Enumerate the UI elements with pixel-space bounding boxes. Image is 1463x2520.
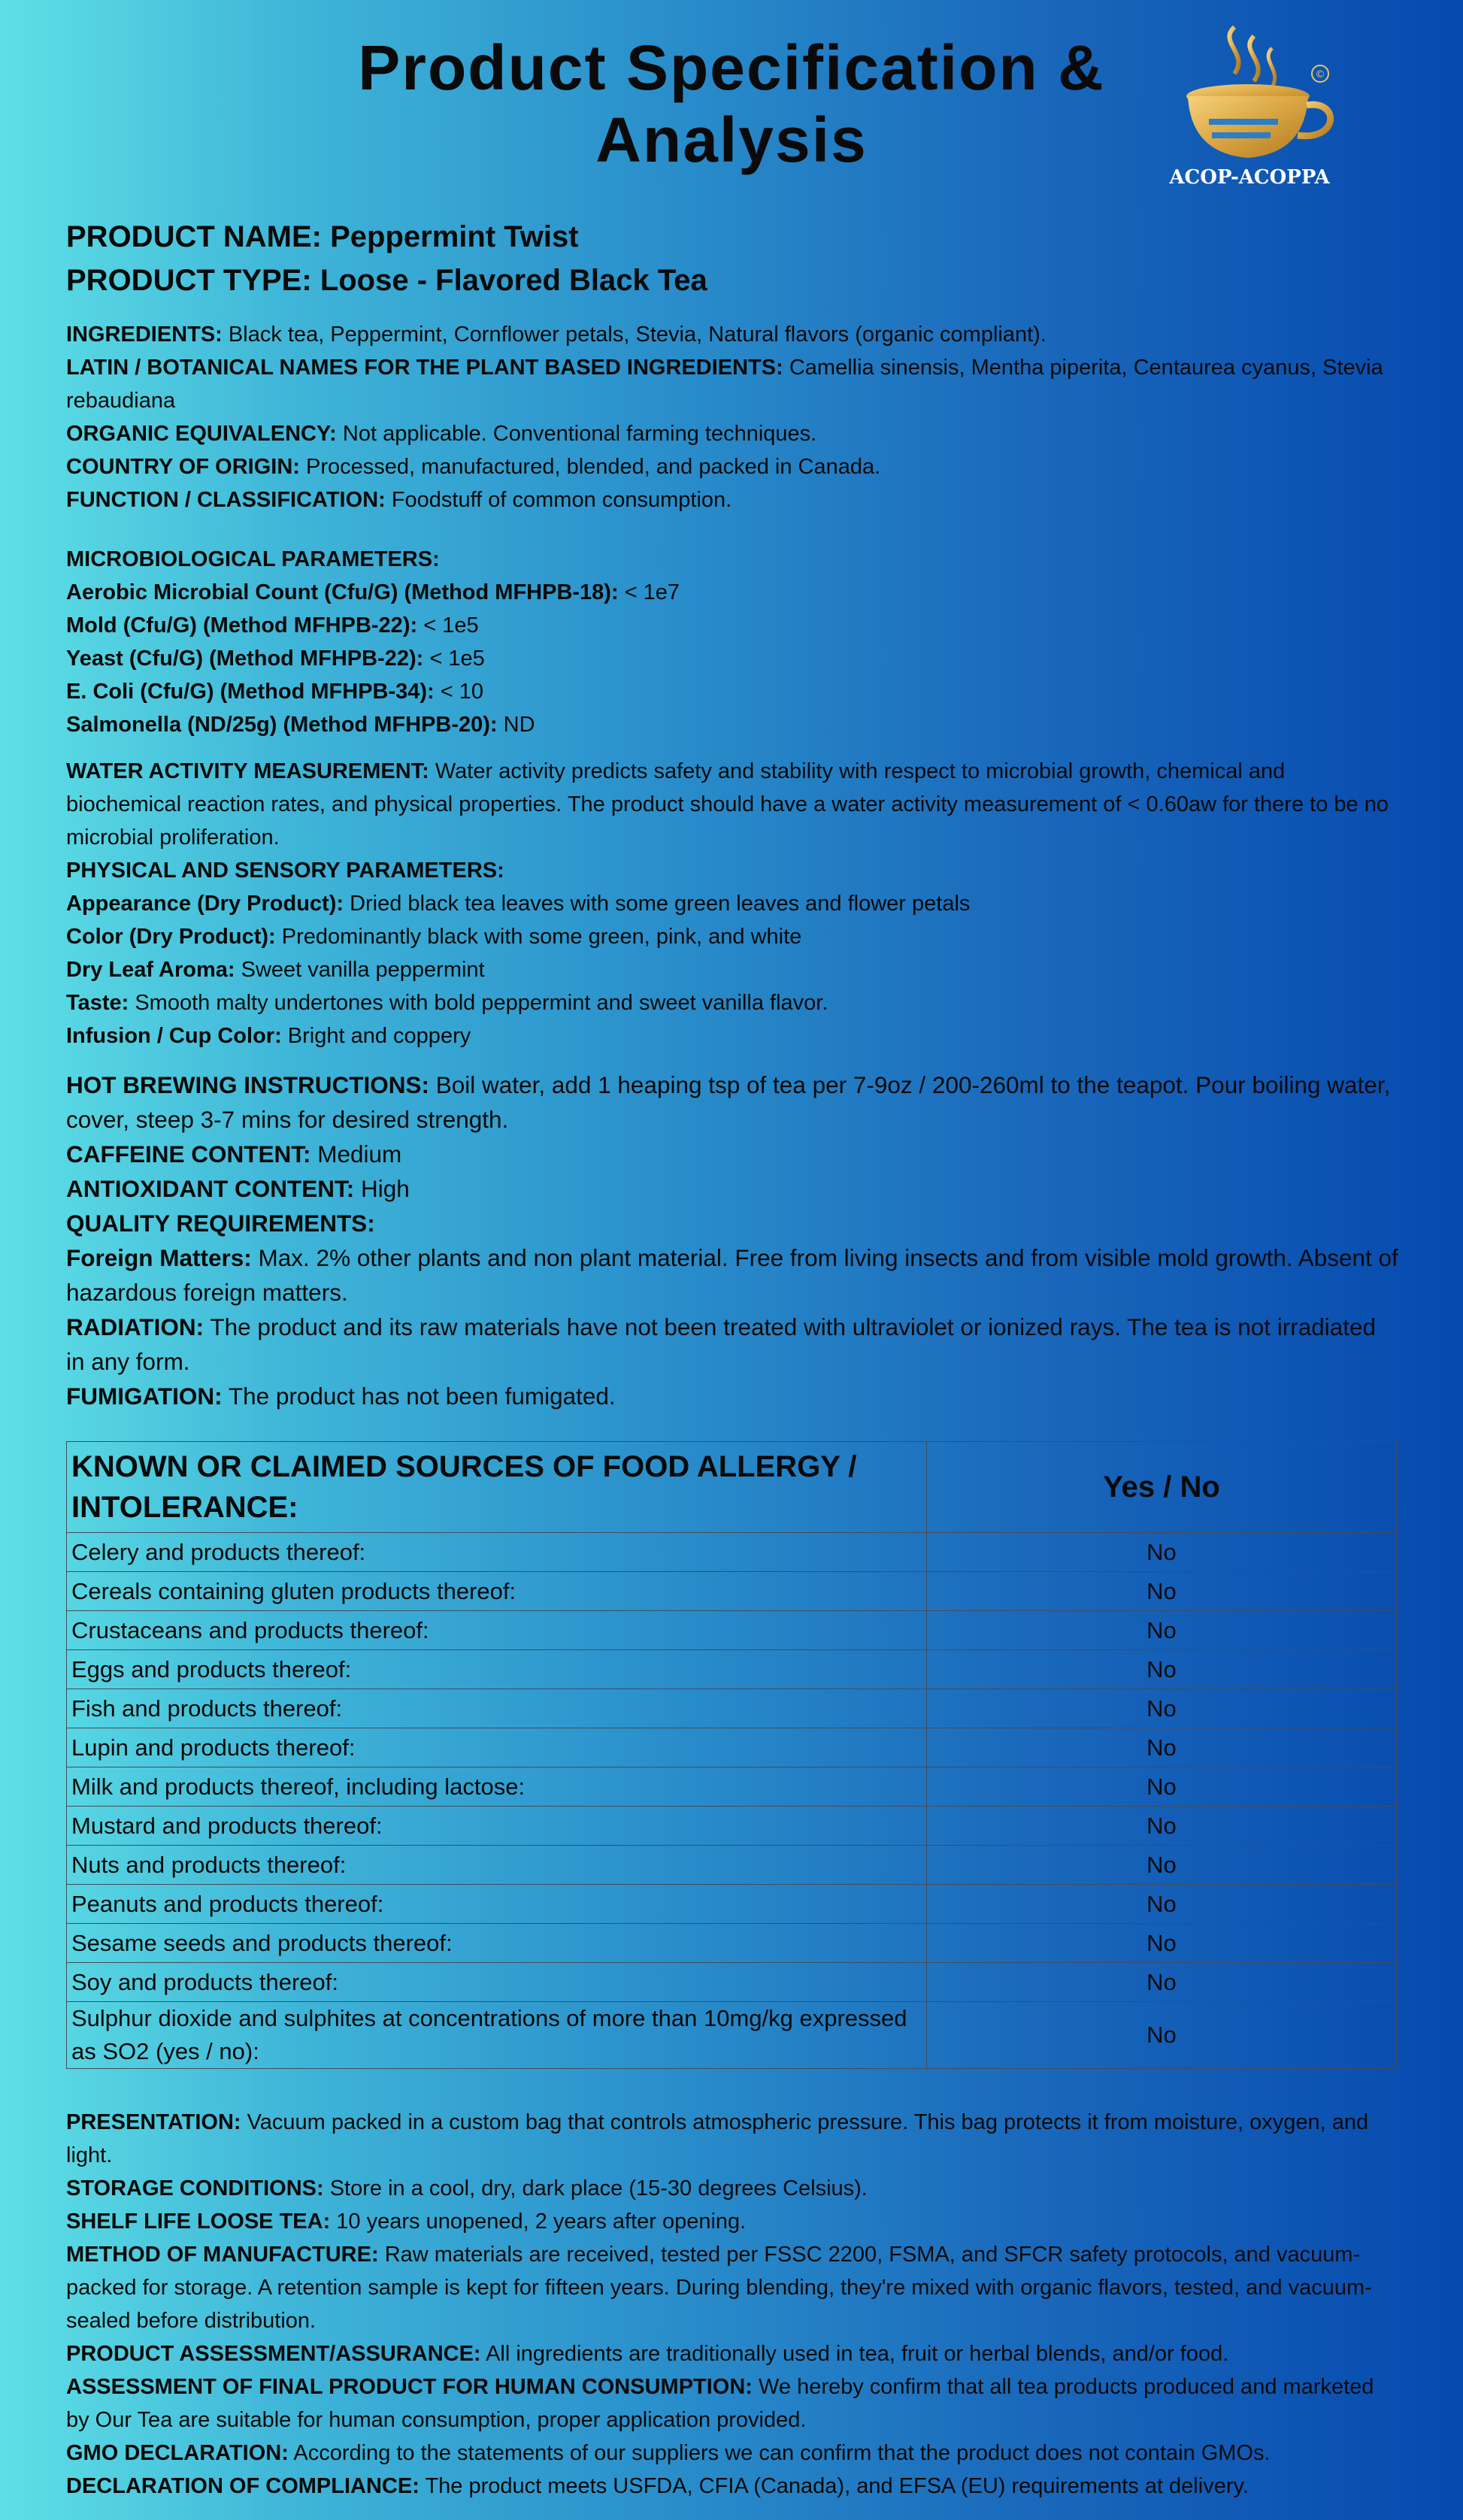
brewing-label: ANTIOXIDANT CONTENT:: [66, 1175, 355, 1202]
footer-label: SHELF LIFE LOOSE TEA:: [66, 2210, 331, 2234]
micro-line: [66, 576, 1398, 609]
table-row: [67, 1689, 1397, 1728]
allergen-name: Celery and products thereof:: [67, 1533, 927, 1572]
brewing-label: CAFFEINE CONTENT:: [66, 1140, 311, 1168]
footer-line: [66, 2370, 1398, 2437]
info-value: Black tea, Peppermint, Cornflower petals, Stevia, Natural flavors (organic compliant).: [228, 323, 1047, 347]
allergen-name: Fish and products thereof:: [67, 1689, 927, 1728]
sensory-value: Sweet vanilla peppermint: [241, 958, 485, 982]
brewing-label: QUALITY REQUIREMENTS:: [66, 1210, 375, 1237]
table-row: [67, 1611, 1397, 1650]
micro-value: < 1e7: [624, 580, 680, 604]
footer-line: [66, 2238, 1398, 2337]
info-value: Camellia sinensis, Mentha piperita, Centaurea cyanus, Stevia rebaudiana: [66, 356, 1383, 413]
allergen-name: Sulphur dioxide and sulphites at concentrations of more than 10mg/kg expressed as SO2 (yes / no):: [67, 2002, 927, 2069]
allergy-header-left: KNOWN OR CLAIMED SOURCES OF FOOD ALLERGY / INTOLERANCE:: [67, 1442, 927, 1533]
footer-line: [66, 2106, 1398, 2172]
sensory-heading: [66, 854, 1398, 887]
sensory-line: [66, 953, 1398, 986]
tea-cup-logo: [1165, 21, 1346, 194]
allergen-name: Lupin and products thereof:: [67, 1728, 927, 1767]
brewing-value: Medium: [317, 1140, 402, 1168]
allergen-value: No: [927, 2002, 1397, 2069]
info-label: FUNCTION / CLASSIFICATION:: [66, 488, 386, 512]
allergen-name: Nuts and products thereof:: [67, 1846, 927, 1885]
sensory-label: Infusion / Cup Color:: [66, 1024, 282, 1048]
sensory-label: Appearance (Dry Product):: [66, 892, 344, 916]
title-line-2: Analysis: [595, 104, 868, 175]
brewing-value: The product has not been fumigated.: [228, 1383, 616, 1410]
brewing-label: HOT BREWING INSTRUCTIONS:: [66, 1071, 429, 1098]
info-value: Processed, manufactured, blended, and packed in Canada.: [306, 455, 881, 479]
brewing-line: [66, 1137, 1398, 1171]
micro-value: < 10: [440, 680, 484, 704]
micro-line: [66, 708, 1398, 741]
allergen-name: Sesame seeds and products thereof:: [67, 1924, 927, 1963]
sensory-value: Bright and coppery: [287, 1024, 471, 1048]
allergen-name: Crustaceans and products thereof:: [67, 1611, 927, 1650]
brewing-value: Max. 2% other plants and non plant material. Free from living insects and from visible mold growth. Absent of hazardous foreign matters.: [66, 1244, 1398, 1306]
brewing-value: High: [361, 1175, 410, 1202]
micro-label: E. Coli (Cfu/G) (Method MFHPB-34):: [66, 680, 435, 704]
micro-label: Mold (Cfu/G) (Method MFHPB-22):: [66, 613, 418, 638]
product-type-label: PRODUCT TYPE:: [66, 264, 312, 297]
product-name-label: PRODUCT NAME:: [66, 220, 322, 253]
sensory-value: Predominantly black with some green, pink, and white: [281, 925, 802, 949]
allergen-value: No: [927, 1689, 1397, 1728]
footer-label: PRESENTATION:: [66, 2110, 241, 2134]
micro-value: < 1e5: [423, 613, 479, 638]
brewing-line: [66, 1240, 1398, 1310]
product-name-line: [66, 215, 707, 259]
water-label: WATER ACTIVITY MEASUREMENT:: [66, 759, 429, 783]
info-label: ORGANIC EQUIVALENCY:: [66, 422, 337, 446]
sensory-label: Color (Dry Product):: [66, 925, 276, 949]
brewing-value: Boil water, add 1 heaping tsp of tea per 7-9oz / 200-260ml to the teapot. Pour boiling water, cover, steep 3-7 mins for desired strength.: [66, 1071, 1391, 1133]
micro-line: [66, 675, 1398, 708]
allergen-name: Soy and products thereof:: [67, 1963, 927, 2002]
footer-value: The product meets USFDA, CFIA (Canada), and EFSA (EU) requirements at delivery.: [425, 2474, 1249, 2498]
footer-value: According to the statements of our suppliers we can confirm that the product does not contain GMOs.: [293, 2441, 1271, 2465]
info-line: [66, 417, 1398, 450]
footer-label: METHOD OF MANUFACTURE:: [66, 2243, 379, 2267]
info-label: LATIN / BOTANICAL NAMES FOR THE PLANT BASED INGREDIENTS:: [66, 356, 783, 380]
allergen-value: No: [927, 1767, 1397, 1807]
brewing-line: [66, 1171, 1398, 1206]
allergen-value: No: [927, 1533, 1397, 1572]
table-row: [67, 1533, 1397, 1572]
micro-label: Yeast (Cfu/G) (Method MFHPB-22):: [66, 647, 424, 671]
sensory-line: [66, 887, 1398, 920]
table-row: [67, 1572, 1397, 1611]
info-line: [66, 318, 1398, 351]
brewing-line: [66, 1068, 1398, 1137]
allergy-table-header: [67, 1442, 1397, 1533]
allergen-value: No: [927, 1650, 1397, 1689]
table-row: [67, 1650, 1397, 1689]
allergen-value: No: [927, 1885, 1397, 1924]
info-label: COUNTRY OF ORIGIN:: [66, 455, 300, 479]
product-type-line: [66, 259, 707, 302]
allergen-value: No: [927, 1846, 1397, 1885]
micro-heading-text: MICROBIOLOGICAL PARAMETERS:: [66, 547, 440, 571]
info-value: Foodstuff of common consumption.: [391, 488, 732, 512]
table-row: [67, 1728, 1397, 1767]
water-and-sensory: [66, 755, 1398, 1053]
footer-line: [66, 2172, 1398, 2205]
brewing-line: [66, 1206, 1398, 1240]
sensory-label: Taste:: [66, 991, 129, 1015]
footer-label: GMO DECLARATION:: [66, 2441, 289, 2465]
table-row: [67, 1846, 1397, 1885]
water-activity: [66, 755, 1398, 854]
micro-value: ND: [503, 713, 535, 737]
info-line: [66, 483, 1398, 516]
info-line: [66, 351, 1398, 417]
logo-text: ACOP-ACOPPA: [1169, 166, 1330, 189]
allergen-value: No: [927, 1924, 1397, 1963]
general-info: [66, 318, 1398, 516]
micro-line: [66, 609, 1398, 642]
title-line-1: Product Specification &: [358, 32, 1105, 103]
logo-copyright-mark: ©: [1315, 69, 1325, 80]
microbiological-parameters: [66, 543, 1398, 741]
allergen-name: Cereals containing gluten products thereof:: [67, 1572, 927, 1611]
footer-value: Store in a cool, dry, dark place (15-30 degrees Celsius).: [329, 2176, 868, 2200]
product-identification: [66, 215, 707, 302]
product-name-value: Peppermint Twist: [330, 220, 579, 253]
allergen-name: Peanuts and products thereof:: [67, 1885, 927, 1924]
footer-declarations: [66, 2106, 1398, 2503]
table-row: [67, 1807, 1397, 1846]
sensory-value: Smooth malty undertones with bold peppermint and sweet vanilla flavor.: [135, 991, 828, 1015]
allergen-name: Milk and products thereof, including lactose:: [67, 1767, 927, 1807]
info-line: [66, 450, 1398, 483]
footer-line: [66, 2205, 1398, 2238]
table-row: [67, 1767, 1397, 1807]
table-row: [67, 1924, 1397, 1963]
sensory-heading-text: PHYSICAL AND SENSORY PARAMETERS:: [66, 859, 504, 883]
footer-label: ASSESSMENT OF FINAL PRODUCT FOR HUMAN CONSUMPTION:: [66, 2375, 753, 2399]
info-label: INGREDIENTS:: [66, 323, 223, 347]
sensory-label: Dry Leaf Aroma:: [66, 958, 235, 982]
footer-value: 10 years unopened, 2 years after opening.: [336, 2210, 747, 2234]
micro-value: < 1e5: [429, 647, 485, 671]
water-value: Water activity predicts safety and stability with respect to microbial growth, chemical and biochemical reaction rates, and physical properties. The product should have a water activity measurement of < 0.60aw for there to be no microbial proliferation.: [66, 759, 1389, 850]
allergy-header-right: Yes / No: [927, 1442, 1397, 1533]
brewing-label: RADIATION:: [66, 1313, 204, 1340]
sensory-line: [66, 920, 1398, 953]
footer-line: [66, 2437, 1398, 2470]
footer-value: All ingredients are traditionally used in tea, fruit or herbal blends, and/or food.: [486, 2342, 1229, 2366]
brewing-label: Foreign Matters:: [66, 1244, 252, 1271]
product-type-value: Loose - Flavored Black Tea: [320, 264, 707, 297]
allergen-name: Mustard and products thereof:: [67, 1807, 927, 1846]
micro-label: Aerobic Microbial Count (Cfu/G) (Method MFHPB-18):: [66, 580, 619, 604]
footer-label: STORAGE CONDITIONS:: [66, 2176, 324, 2200]
brewing-label: FUMIGATION:: [66, 1383, 223, 1410]
table-row: [67, 1885, 1397, 1924]
sensory-line: [66, 986, 1398, 1019]
table-row: [67, 1963, 1397, 2002]
brewing-value: The product and its raw materials have not been treated with ultraviolet or ionized rays. The tea is not irradiated in any form.: [66, 1313, 1377, 1375]
footer-value: Vacuum packed in a custom bag that controls atmospheric pressure. This bag protects it from moisture, oxygen, and light.: [66, 2110, 1369, 2167]
footer-label: DECLARATION OF COMPLIANCE:: [66, 2474, 420, 2498]
footer-label: PRODUCT ASSESSMENT/ASSURANCE:: [66, 2342, 481, 2366]
sensory-line: [66, 1019, 1398, 1053]
allergy-table: [66, 1441, 1397, 2069]
brewing-and-quality: [66, 1068, 1398, 1413]
allergen-value: No: [927, 1611, 1397, 1650]
allergen-name: Eggs and products thereof:: [67, 1650, 927, 1689]
table-row: [67, 2002, 1397, 2069]
footer-line: [66, 2470, 1398, 2503]
allergen-value: No: [927, 1572, 1397, 1611]
micro-label: Salmonella (ND/25g) (Method MFHPB-20):: [66, 713, 498, 737]
sensory-value: Dried black tea leaves with some green leaves and flower petals: [350, 892, 971, 916]
micro-line: [66, 642, 1398, 675]
info-value: Not applicable. Conventional farming techniques.: [342, 422, 817, 446]
footer-value: Raw materials are received, tested per FSSC 2200, FSMA, and SFCR safety protocols, and vacuum-packed for storage. A retention sample is kept for fifteen years. During blending, they're mixed with organic flavors, tested, and vacuum-sealed before distribution.: [66, 2243, 1372, 2333]
allergen-value: No: [927, 1963, 1397, 2002]
brewing-line: [66, 1379, 1398, 1413]
footer-line: [66, 2337, 1398, 2370]
allergen-value: No: [927, 1728, 1397, 1767]
allergen-value: No: [927, 1807, 1397, 1846]
footer-value: We hereby confirm that all tea products produced and marketed by Our Tea are suitable for human consumption, proper application provided.: [66, 2375, 1374, 2432]
micro-heading: [66, 543, 1398, 576]
brewing-line: [66, 1310, 1398, 1379]
